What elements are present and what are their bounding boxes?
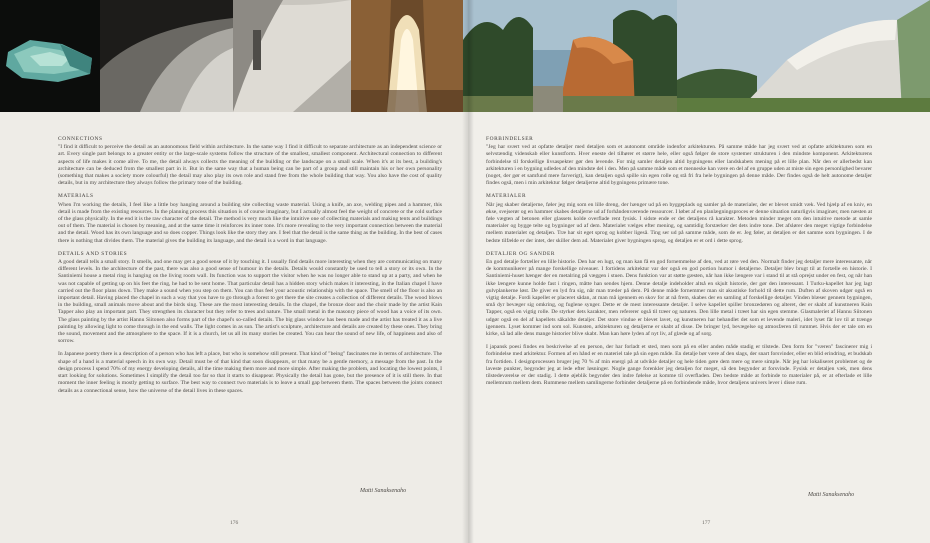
section-heading: CONNECTIONS xyxy=(58,136,103,142)
left-section-connections xyxy=(58,136,442,187)
section-body: When I'm working the details, I feel like a little boy hanging around a building site collecting waste material. Using a knife, an axe, welding pipes and a hammer, this detail is made from the existing resources. In the planning process this situation is of course imaginary, but I actually almost feel the weight of concrete or the cold surface of the glass physically. In the end it is the raw character of the detail. The method is very much like the intuitive one of collecting materials and making tents and buildings out of them. The material is chosen by meaning, and at the same time it reinforces its inner tone. It's more revealing to the very important connection between the material and the detail. Wood has its own language and so does copper. Things look like the story they are. I feel that the detail is the same thing as the building. In the best of cases there is nothing that divides them. The material gives the building its language, and the detail is a word in that language. xyxy=(58,201,442,244)
section-body: Når jeg skaber detaljerne, føler jeg mig som en lille dreng, der hænger ud på en byggeplads og samler på de materialer, der er blevet smidt væk. Ved hjælp af en kniv, en økse, svejserør og en hammer skabes detaljerne ud af forhåndenværende ressourcer. I løbet af en planlægningsproces er denne situation naturligvis imaginær, men næsten at føle vægten af betonen eller glassets kolde overflade rent fysisk. I sidste ende er det detaljens rå karakter. Metoden minder meget om den intuitive metode at samle materialer og bygge telte og bygninger ud af dem. Materialet vælges efter mening, og samtidig forstærker det dets indre tone. Det afslører den meget vigtige forbindelse mellem materialet og detaljen. Træ har sit eget sprog og kobber ligeså. Ting ser ud på samme måde, som de er. Jeg føler, at detaljen er det samme som bygningen. I de bedste tilfælde er der intet, der skiller dem ad. Materialet giver bygningen sprog, og detaljen er et ord i dette sprog. xyxy=(486,201,872,244)
section-heading: MATERIALER xyxy=(486,193,527,200)
photo-white-building xyxy=(677,0,930,112)
photo-white-facade xyxy=(233,0,351,112)
right-text-column xyxy=(486,136,872,394)
section-heading: DETALJER OG SANDER xyxy=(486,250,556,257)
left-page-number: 176 xyxy=(230,520,239,526)
right-page-number: 177 xyxy=(702,520,711,526)
section-body: En god detalje fortæller en lille historie. Den har en lugt, og man kan få en god fornemmelse af den, ved at røre ved den. Normalt finder jeg detaljer mere interessante, når de kommunikerer på mange forskellige niveauer. I fortidens arkitektur var der også en god portion humor i detaljerne. Detaljer blev brugt til at fortælle en historie. I Santiniemi-huset hænger der en metalring på væggen i stuen. Dens funktion var at støtte gæsten, når han ikke længere var i stand til at stå oprejst under en fest, og når han ikke længere kunne holde fast i ringen, måtte han sendes hjem. Denne detalje indeholder altså en skjult historie, der gør den interessant. I Turku-kapellet har jeg lagt gulvplankerne løst. De giver en lyd fra sig, når man træder på dem. På denne måde fornemmer man sit akustiske forhold til dette rum. Duften af skoven udgør også en vigtig detalje. Fordi kapellet er placeret sådan, at man må igennem en skov for at nå frem, skabes der en samling af forskellige detaljer. Vinden blæser gennem bygningen, små dyr bevæger sig omkring, og fuglene synger. Dette er de mest interessante detaljer. I selve kapellet spiller bronzedøren og alteret, der er skabt af kunstneren Kain Tapper, også en vigtig rolle. De styrker dets karakter, men refererer også til træer og naturen. Den lille metal i træet har sin egen stemme. Glasmaleriet af Hannu Siitonen udgør også en del af kapellets såkaldte detaljer. Det store vindue er blevet lavet, og kunstneren har behandlet det som et levende maleri, idet lyset får lov til at trænge igennem. Lyset kommer ind som sol. Kunsten, arkitekturen og detaljerne er skabt af disse. De bringer lyd, bevægelse og atmosfæren til rummet. Hvis der er tale om en kirke, så lad alle dens mange historier blive skabt. Man kan høre lyden af nyt liv, af glæde og af sorg. xyxy=(486,259,872,338)
right-section-detaljer xyxy=(486,251,872,338)
left-section-materials xyxy=(58,193,442,244)
right-section-forbindelser xyxy=(486,136,872,187)
section-body: I japansk poesi findes en beskrivelse af en person, der har forladt et sted, men som på en eller anden måde stadig er tilstede. Den form for "væren" fascinerer mig i forbindelse med arkitektur. Formen af en hånd er en materiel tale på sin egen måde. En detalje bør være af den slags, der snart forsvinder, eller en blid erindring, et budskab fra fortiden. I designprocessen bruger jeg 70 % af min energi på at udvikle detaljer og hele tiden gøre dem mere og mere simple. Når jeg har lokaliseret problemet og de laveste punkter, begynder jeg at lede efter løsninger. Nogle gange forenkler jeg detaljen for meget, så den begynder at forsvinde. Fysisk er detaljen væk, men dens tilstedeværelse er der stadig. I dette øjeblik begynder den indre følelse at komme til overfladen. Den bedste måde at forbinde to materialer på, er at efterlade et lille mellemrum mellem dem. Rummene mellem samlingerne forbinder detaljerne på en forbindende måde, hvor detaljens univers lever i disse rum. xyxy=(486,344,872,387)
section-heading: MATERIALS xyxy=(58,193,94,200)
right-section-japansk-poesi xyxy=(486,344,872,387)
photo-chapel-interior xyxy=(351,0,463,112)
right-signature: Matti Sanaksenaho xyxy=(808,492,855,498)
left-text-column xyxy=(58,136,442,401)
section-body: In Japanese poetry there is a description of a person who has left a place, but who is somehow still present. That kind of "being" fascinates me in terms of architecture. The shape of a hand is a material speech in its own way. Detail must be of that kind that soon disappears, or that many be a gentle memory, a message from the past. In the design process I spend 70% of my energy developing details, all the time making them more and more simple. After making the problem, and locating the lowest points, I start looking for solutions. Sometimes I simplify the detail too far so that it starts to disappear. Physically the detail has gone, but the presence of it is still there. In that moment the inner feeling is mostly getting to surface. The best way to connect two materials is to leave a small gap between them. The spaces between the joints connect details as a connectional sense, how the universe of the detail lives in these spaces. xyxy=(58,351,442,394)
photo-glass-sculpture xyxy=(0,0,100,112)
section-body: "I find it difficult to perceive the detail as an autonomous field within architecture. In the same way I find it difficult to separate architecture as an independent science or art. Every single part belongs to a greater entity or the large-scale systems follow the structure of the smallest, smallest component. Architectural connection to different aspects of life makes it come alive. To me, the detail always collects the meaning of the building or the landscape on a small scale. When it's at its best, a building's architecture can be deduced from the smallest part in it. But in the same way that a human being can be part of a group and still maintain his or her own personality (something that makes a society more colourful) the detail may also play its own role and stand free from the whole building that way. You also have the cost of quality details, but in my architecture they always follow the primary tone of the building. xyxy=(58,144,442,187)
left-section-details-stories xyxy=(58,251,442,346)
section-body: "Jeg har svært ved at opfatte detaljer med detaljen som et autonomt område indenfor arkitekturen. På samme måde har jeg svært ved at opfatte arkitekturen som en selvstændig videnskab eller kunstform. Hver eneste del tilhører et større hele, eller også følger de store systemer strukturen i den mindste komponent. Arkitekturens forbindelse til forskellige livsaspekter gør den levende. For mig samler detaljen altid bygningens eller landskabets mening på et lille plan. Når den er allerbedst kan arkitekturen i en bygning udledes af den mindste del i den. Men på samme måde som et menneske kan være en del af en gruppe uden at miste sin egen personlighed bevarer (noget, der gør et samfund mere farverigt), kan detaljen også spille sin egen rolle og stå fri fra hele bygningen på denne måde. Der findes også de helt autonome detaljer findes også, men i min arkitektur følger detaljerne altid bygningens primære tone. xyxy=(486,144,872,187)
section-heading: FORBINDELSER xyxy=(486,136,534,142)
book-gutter-shadow xyxy=(462,0,474,543)
section-heading: DETAILS AND STORIES xyxy=(58,250,128,257)
section-body: A good detail tells a small story. It smells, and one may get a good sense of it by touching it. I usually find details more interesting when they are communicating on many different levels. In the architecture of the past, there was also a good sense of humour in the details. Details would constantly be used to tell a story or its own. In the Santiniemi house a metal ring is hanging on the living room wall. Its function was to support the visitor when he was no longer able to stand up at a party, and when he was not capable of getting up on his feet the ring, he had to be sent home. That particular detail has a hidden story which makes it interesting, in the Italian chapel I have carried out the floor plans down. They make a sound when you step on them. You can thus feel your acoustic relationship with the space. The smell of the floor is also an important detail. Having placed the chapel in such a way that you have to go through a forest to get there the site creates a collection of different details. The wood blows in the building, small animals move about and the birds sing. These are the most interesting details. In the chapel, the bronze door and the choir made by the artist Kain Tapper also play an important part. They strengthen its character but they refer to trees and nature. The small metal in the masonry piece of wood has a voice of its own. The glass painting by the artist Hannu Siitonen also forms part of the chapel's so-called details. The big glass window has been made and the artist has treated it as a live painting by allowing light to come through in the end walls. The light comes in as sun. The artist's sculpture, architecture and details are created by these ones. They bring the sound, movement and the atmosphere to the space. If it is a church, let us all its many stories be created. You can hear the sound of new life, of happiness and also of sorrow. xyxy=(58,259,442,345)
right-section-materialer xyxy=(486,193,872,244)
left-signature: Matti Sanaksenaho xyxy=(360,488,407,494)
photo-chapel-forest xyxy=(463,0,677,112)
left-section-japanese-poetry xyxy=(58,351,442,394)
photo-curved-roof xyxy=(100,0,233,112)
